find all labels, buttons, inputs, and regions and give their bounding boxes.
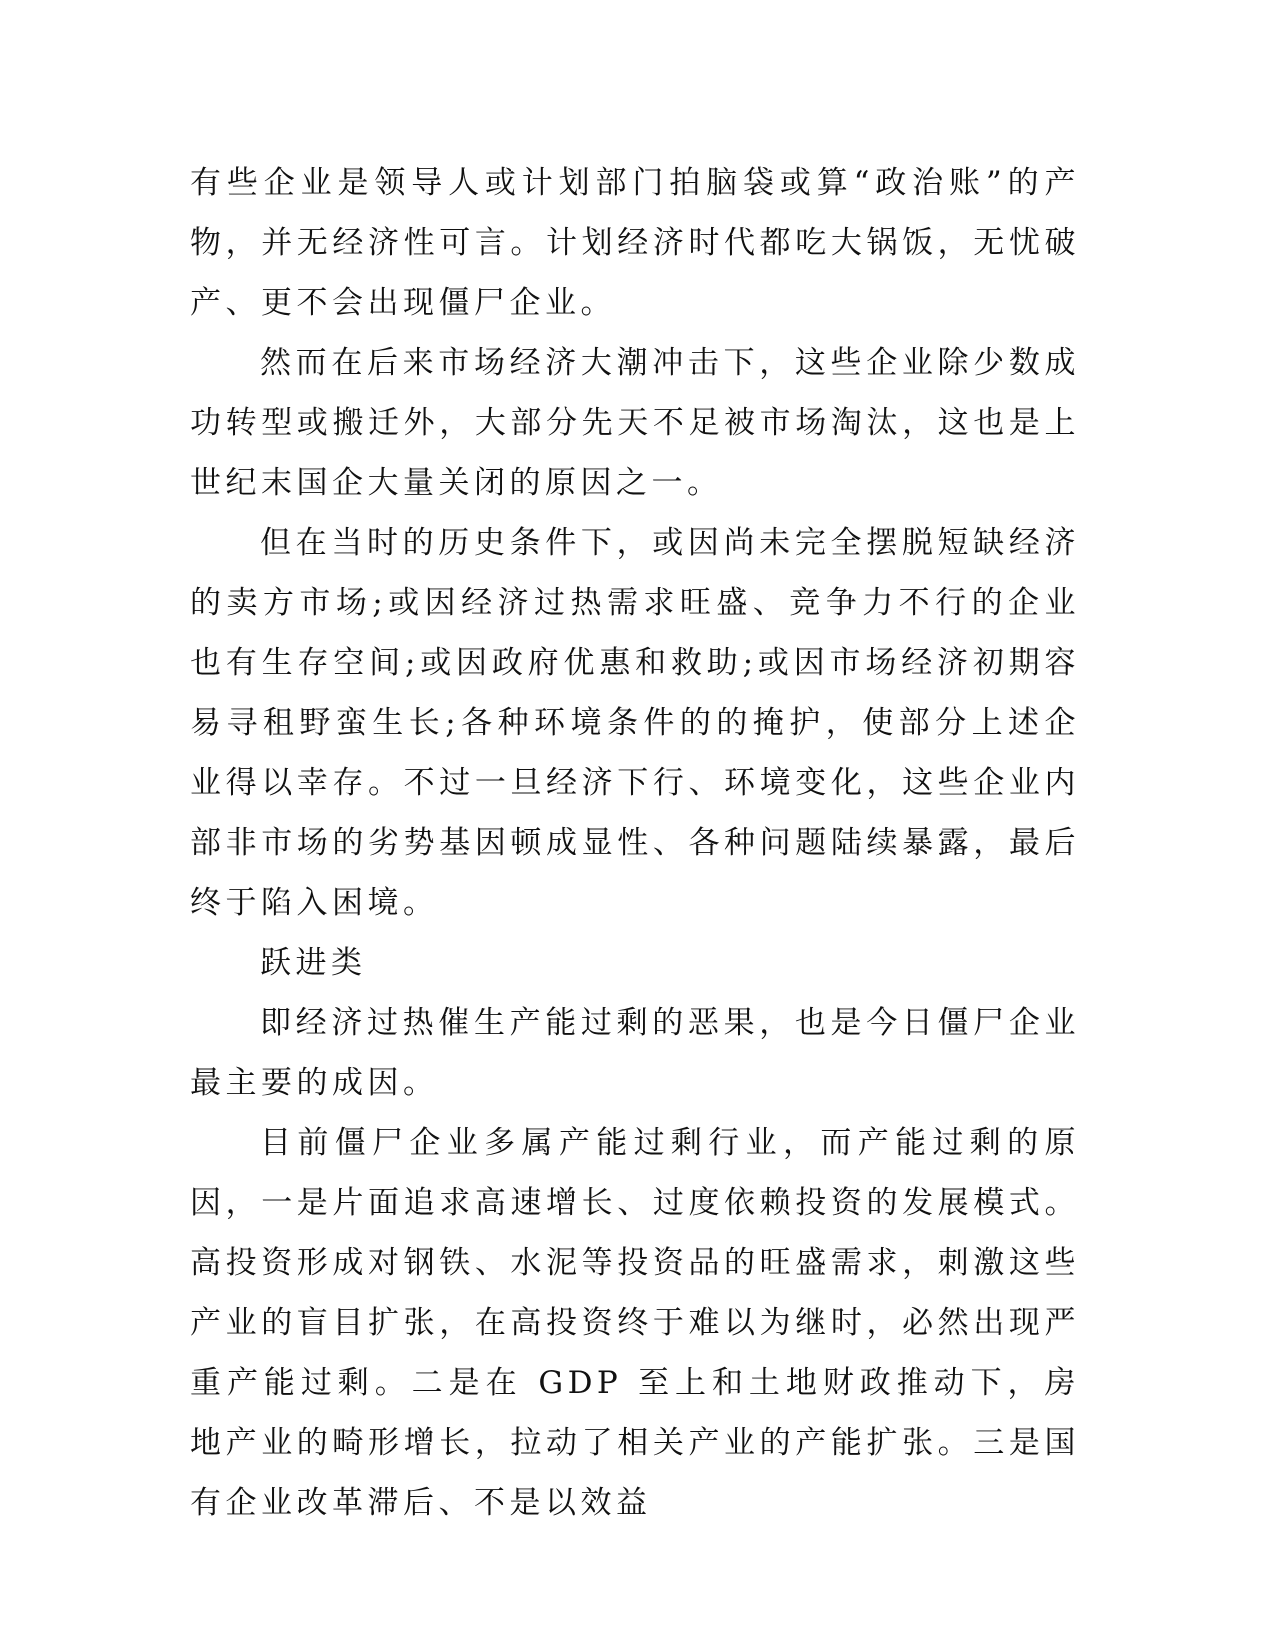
body-text <box>190 153 1080 1533</box>
section-heading: 跃进类 <box>260 945 367 981</box>
paragraph-1: 有些企业是领导人或计划部门拍脑袋或算“政治账”的产物，并无经济性可言。计划经济时代都吃大锅饭，无忧破产、更不会出现僵尸企业。 <box>190 165 1080 321</box>
paragraph-3: 但在当时的历史条件下，或因尚未完全摆脱短缺经济的卖方市场;或因经济过热需求旺盛、竞争力不行的企业也有生存空间;或因政府优惠和救助;或因市场经济初期容易寻租野蛮生长;各种环境条件的的掩护，使部分上述企业得以幸存。不过一旦经济下行、环境变化，这些企业内部非市场的劣势基因顿成显性、各种问题陆续暴露，最后终于陷入困境。 <box>190 525 1080 921</box>
paragraph-5: 目前僵尸企业多属产能过剩行业，而产能过剩的原因，一是片面追求高速增长、过度依赖投资的发展模式。高投资形成对钢铁、水泥等投资品的旺盛需求，刺激这些产业的盲目扩张，在高投资终于难以为继时，必然出现严重产能过剩。二是在 GDP 至上和土地财政推动下，房地产业的畸形增长，拉动了相关产业的产能扩张。三是国有企业改革滞后、不是以效益 <box>190 1125 1080 1521</box>
paragraph-4: 即经济过热催生产能过剩的恶果，也是今日僵尸企业最主要的成因。 <box>190 1005 1080 1101</box>
paragraph-2: 然而在后来市场经济大潮冲击下，这些企业除少数成功转型或搬迁外，大部分先天不足被市场淘汰，这也是上世纪末国企大量关闭的原因之一。 <box>190 345 1080 501</box>
